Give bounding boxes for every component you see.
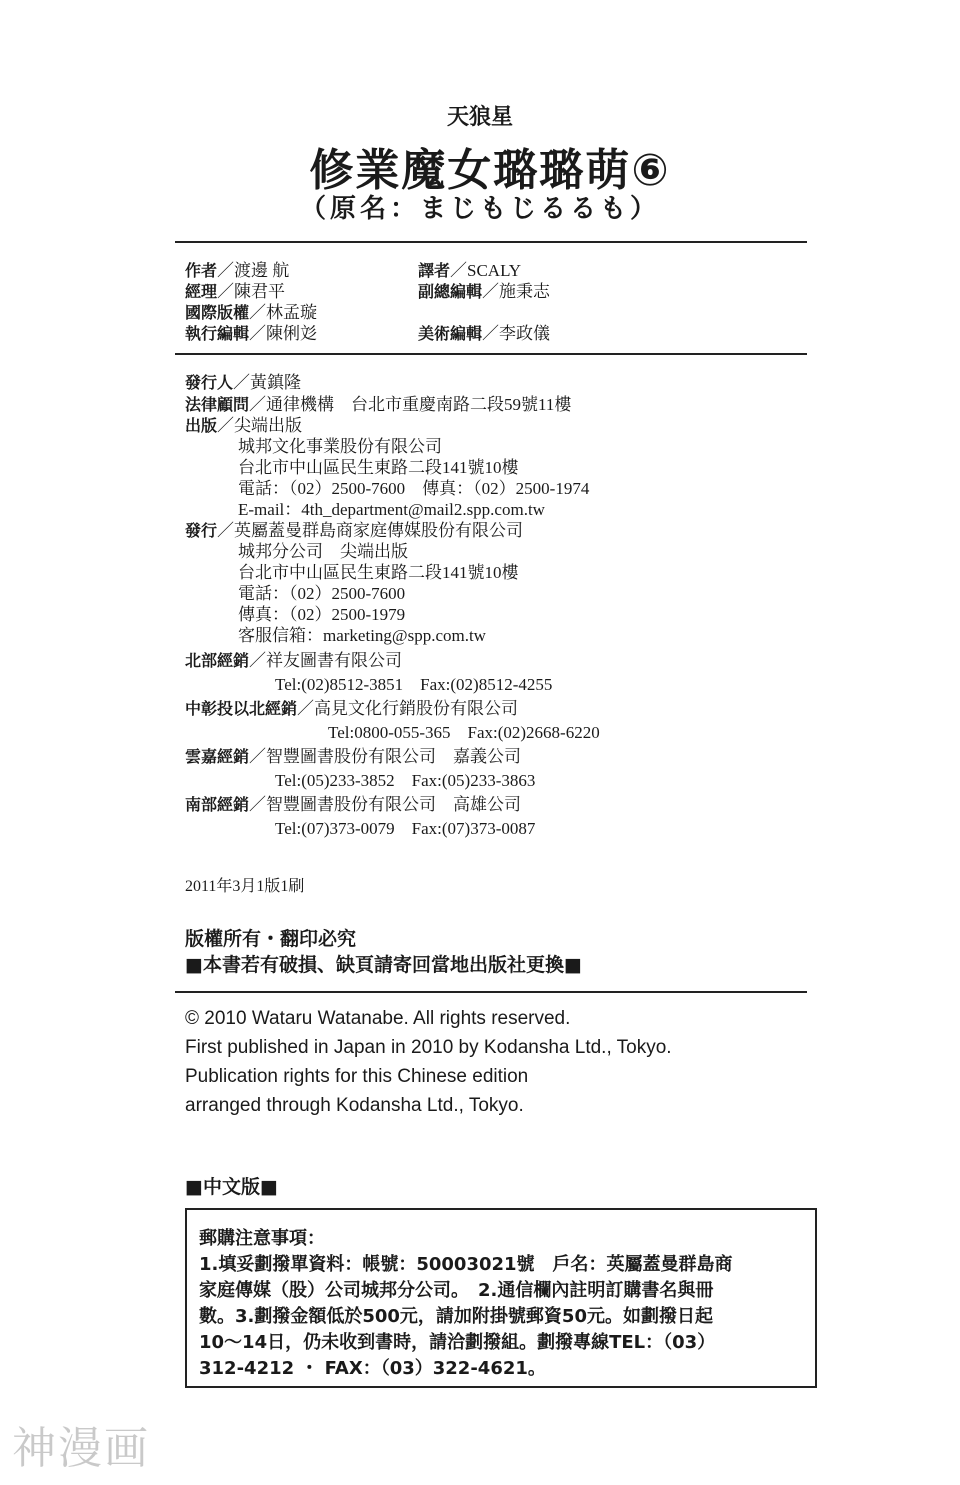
central-contact: Tel:0800-055-365 Fax:(02)2668-6220: [328, 723, 600, 742]
mail-order-line: 1.填妥劃撥單資料：帳號：50003021號 戶名：英屬蓋曼群島商: [199, 1254, 733, 1275]
mail-order-line: 數。3.劃撥金額低於500元，請加附掛號郵資50元。如劃撥日起: [199, 1306, 713, 1327]
distributor-line: 傳真：（02）2500-1979: [238, 605, 406, 624]
credit-manager: 經理／陳君平: [185, 282, 286, 301]
english-copyright: © 2010 Wataru Watanabe. All rights reserved.: [185, 1008, 571, 1029]
mail-order-box: [185, 1208, 817, 1388]
distributor-company: 發行／英屬蓋曼群島商家庭傳媒股份有限公司: [185, 521, 524, 540]
edition-date: 2011年3月1版1刷: [185, 878, 305, 895]
publisher-line: 電話：（02）2500-7600 傳真：（02）2500-1974: [238, 479, 590, 498]
copyright-notice-cn: 版權所有・翻印必究: [185, 928, 357, 950]
divider-top: [175, 241, 807, 243]
divider-credits: [175, 353, 807, 355]
mail-order-line: 家庭傳媒（股）公司城邦分公司。 2.通信欄內註明訂購書名與冊: [199, 1280, 714, 1301]
credit-art-editor: 美術編輯／李政儀: [418, 324, 551, 343]
english-arranged: arranged through Kodansha Ltd., Tokyo.: [185, 1095, 524, 1116]
chinese-edition-label: ■中文版■: [185, 1176, 278, 1198]
central-distributor: 中彰投以北經銷／高見文化行銷股份有限公司: [185, 699, 519, 718]
north-distributor: 北部經銷／祥友圖書有限公司: [185, 651, 403, 670]
credit-intl-rights: 國際版權／林孟璇: [185, 303, 318, 322]
divider-notices: [175, 991, 807, 993]
credit-deputy-editor: 副總編輯／施秉志: [418, 282, 551, 301]
publisher-line: 城邦文化事業股份有限公司: [238, 437, 442, 456]
credit-translator: 譯者／SCALY: [418, 261, 522, 280]
credit-exec-editor: 執行編輯／陳俐彣: [185, 324, 318, 343]
publisher-line: 台北市中山區民生東路二段141號10樓: [238, 458, 519, 477]
english-first-published: First published in Japan in 2010 by Kodansha Ltd., Tokyo.: [185, 1037, 672, 1058]
original-title: （原名：まじもじるるも）: [299, 194, 660, 224]
mail-order-line: 10～14日，仍未收到書時，請洽劃撥組。劃撥專線TEL：（03）: [199, 1332, 716, 1353]
publisher-label: 天狼星: [446, 105, 513, 130]
distributor-line: 電話：（02）2500-7600: [238, 584, 406, 603]
book-title: 修業魔女璐璐萌⑥: [309, 145, 671, 196]
distributor-line: 城邦分公司 尖端出版: [238, 542, 408, 561]
credit-author: 作者／渡邊 航: [185, 261, 290, 280]
north-contact: Tel:(02)8512-3851 Fax:(02)8512-4255: [275, 675, 553, 694]
south-distributor: 南部經銷／智豐圖書股份有限公司 高雄公司: [185, 795, 522, 814]
mail-order-line: 312-4212 ・ FAX：（03）322-4621。: [199, 1358, 546, 1379]
defect-notice: ■本書若有破損、缺頁請寄回當地出版社更換■: [185, 954, 582, 976]
legal-counsel: 法律顧問／通律機構 台北市重慶南路二段59號11樓: [185, 395, 572, 414]
south-contact: Tel:(07)373-0079 Fax:(07)373-0087: [275, 819, 536, 838]
english-rights: Publication rights for this Chinese edition: [185, 1066, 529, 1087]
publisher-company: 出版／尖端出版: [185, 416, 303, 435]
publisher-email: E-mail：4th_department@mail2.spp.com.tw: [238, 500, 545, 519]
yunjia-contact: Tel:(05)233-3852 Fax:(05)233-3863: [275, 771, 536, 790]
mail-order-title: 郵購注意事項：: [199, 1228, 325, 1249]
distributor-line: 台北市中山區民生東路二段141號10樓: [238, 563, 519, 582]
yunjia-distributor: 雲嘉經銷／智豐圖書股份有限公司 嘉義公司: [185, 747, 522, 766]
watermark: 神漫画: [12, 1423, 150, 1474]
distributor-email: 客服信箱：marketing@spp.com.tw: [238, 626, 486, 645]
issuer: 發行人／黃鎮隆: [185, 373, 302, 392]
